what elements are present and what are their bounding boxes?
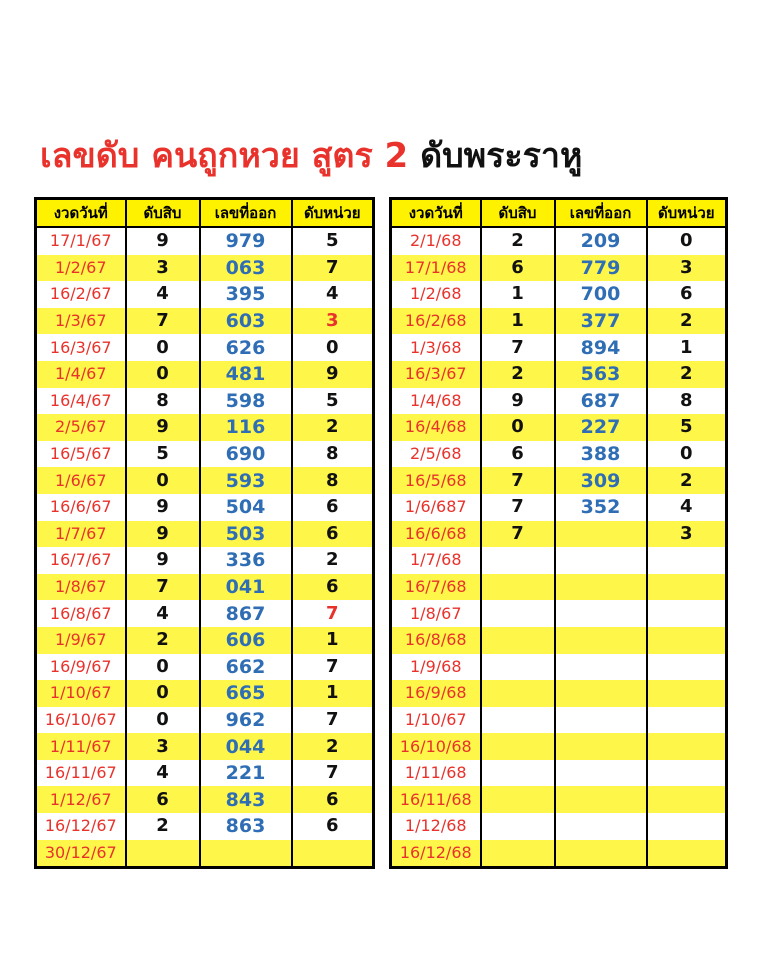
tens-digit-cell — [481, 600, 555, 627]
draw-date-cell: 1/4/67 — [36, 361, 126, 388]
tens-digit-cell: 0 — [126, 361, 200, 388]
tens-digit-cell: 7 — [126, 574, 200, 601]
tens-digit-cell: 9 — [126, 494, 200, 521]
drawn-number-cell: 690 — [200, 441, 292, 468]
units-digit-cell — [647, 654, 727, 681]
tens-digit-cell: 6 — [481, 255, 555, 282]
draw-date-cell: 16/12/68 — [391, 840, 481, 868]
drawn-number-cell: 662 — [200, 654, 292, 681]
table-row — [391, 414, 727, 441]
drawn-number-cell: 063 — [200, 255, 292, 282]
drawn-number-cell — [555, 521, 647, 548]
table-row — [391, 654, 727, 681]
draw-date-cell: 1/6/687 — [391, 494, 481, 521]
tens-digit-cell — [481, 733, 555, 760]
title-main: เลขดับ คนถูกหวย สูตร 2 — [40, 136, 409, 176]
table-row — [36, 361, 374, 388]
drawn-number-cell: 503 — [200, 521, 292, 548]
header-number: เลขที่ออก — [555, 199, 647, 228]
units-digit-cell: 7 — [292, 654, 374, 681]
draw-date-cell: 16/3/67 — [36, 334, 126, 361]
table-row — [36, 574, 374, 601]
tens-digit-cell — [481, 840, 555, 868]
draw-date-cell: 16/12/67 — [36, 813, 126, 840]
header-units: ดับหน่วย — [292, 199, 374, 228]
table-row — [391, 361, 727, 388]
draw-date-cell: 30/12/67 — [36, 840, 126, 868]
drawn-number-cell: 227 — [555, 414, 647, 441]
table-row — [36, 840, 374, 868]
units-digit-cell: 7 — [292, 707, 374, 734]
draw-date-cell: 16/3/67 — [391, 361, 481, 388]
tens-digit-cell: 9 — [126, 227, 200, 255]
header-units: ดับหน่วย — [647, 199, 727, 228]
drawn-number-cell: 863 — [200, 813, 292, 840]
drawn-number-cell: 041 — [200, 574, 292, 601]
table-row — [391, 441, 727, 468]
tens-digit-cell: 2 — [481, 361, 555, 388]
draw-date-cell: 1/4/68 — [391, 388, 481, 415]
tens-digit-cell — [481, 627, 555, 654]
units-digit-cell: 2 — [647, 361, 727, 388]
table-row — [391, 467, 727, 494]
draw-date-cell: 1/9/67 — [36, 627, 126, 654]
units-digit-cell: 8 — [292, 467, 374, 494]
units-digit-cell: 6 — [292, 494, 374, 521]
draw-date-cell: 17/1/68 — [391, 255, 481, 282]
header-tens: ดับสิบ — [126, 199, 200, 228]
units-digit-cell: 0 — [647, 227, 727, 255]
drawn-number-cell — [555, 786, 647, 813]
title-sub: ดับพระราหู — [420, 136, 583, 176]
drawn-number-cell — [555, 813, 647, 840]
units-digit-cell — [647, 600, 727, 627]
tens-digit-cell: 4 — [126, 760, 200, 787]
table-row — [391, 227, 727, 255]
tens-digit-cell — [481, 707, 555, 734]
drawn-number-cell: 377 — [555, 308, 647, 335]
units-digit-cell: 1 — [647, 334, 727, 361]
tens-digit-cell — [481, 760, 555, 787]
table-row — [391, 760, 727, 787]
units-digit-cell — [292, 840, 374, 868]
drawn-number-cell: 221 — [200, 760, 292, 787]
tens-digit-cell: 0 — [126, 334, 200, 361]
table-row — [36, 308, 374, 335]
table-row — [391, 281, 727, 308]
draw-date-cell: 17/1/67 — [36, 227, 126, 255]
table-row — [391, 733, 727, 760]
units-digit-cell — [647, 840, 727, 868]
right-results-table — [389, 197, 728, 869]
draw-date-cell: 16/6/67 — [36, 494, 126, 521]
tens-digit-cell: 1 — [481, 308, 555, 335]
tens-digit-cell — [481, 574, 555, 601]
drawn-number-cell — [555, 547, 647, 574]
table-row — [36, 227, 374, 255]
drawn-number-cell: 779 — [555, 255, 647, 282]
table-row — [391, 813, 727, 840]
units-digit-cell: 1 — [292, 680, 374, 707]
drawn-number-cell: 603 — [200, 308, 292, 335]
table-row — [36, 627, 374, 654]
table-row — [391, 786, 727, 813]
tens-digit-cell: 0 — [126, 654, 200, 681]
tens-digit-cell: 7 — [481, 521, 555, 548]
units-digit-cell: 4 — [647, 494, 727, 521]
units-digit-cell: 4 — [292, 281, 374, 308]
table-row — [391, 600, 727, 627]
drawn-number-cell: 309 — [555, 467, 647, 494]
table-row — [36, 680, 374, 707]
units-digit-cell: 2 — [647, 308, 727, 335]
tens-digit-cell: 7 — [481, 467, 555, 494]
drawn-number-cell — [555, 707, 647, 734]
units-digit-cell: 6 — [292, 521, 374, 548]
header-tens: ดับสิบ — [481, 199, 555, 228]
draw-date-cell: 1/7/68 — [391, 547, 481, 574]
draw-date-cell: 1/2/68 — [391, 281, 481, 308]
drawn-number-cell: 481 — [200, 361, 292, 388]
draw-date-cell: 1/11/68 — [391, 760, 481, 787]
table-header-row — [36, 199, 374, 228]
table-row — [36, 521, 374, 548]
header-date: งวดวันที่ — [36, 199, 126, 228]
draw-date-cell: 1/11/67 — [36, 733, 126, 760]
tens-digit-cell: 0 — [126, 680, 200, 707]
header-number: เลขที่ออก — [200, 199, 292, 228]
draw-date-cell: 16/4/67 — [36, 388, 126, 415]
draw-date-cell: 16/10/67 — [36, 707, 126, 734]
tens-digit-cell — [481, 813, 555, 840]
tens-digit-cell: 7 — [126, 308, 200, 335]
table-header-row — [391, 199, 727, 228]
table-row — [391, 494, 727, 521]
table-row — [391, 388, 727, 415]
drawn-number-cell: 593 — [200, 467, 292, 494]
draw-date-cell: 16/11/67 — [36, 760, 126, 787]
units-digit-cell: 9 — [292, 361, 374, 388]
drawn-number-cell — [200, 840, 292, 868]
table-row — [36, 547, 374, 574]
draw-date-cell: 1/10/67 — [391, 707, 481, 734]
header-date: งวดวันที่ — [391, 199, 481, 228]
drawn-number-cell — [555, 733, 647, 760]
tens-digit-cell: 3 — [126, 255, 200, 282]
table-row — [36, 334, 374, 361]
tens-digit-cell: 6 — [126, 786, 200, 813]
drawn-number-cell: 388 — [555, 441, 647, 468]
units-digit-cell — [647, 547, 727, 574]
draw-date-cell: 16/6/68 — [391, 521, 481, 548]
tens-digit-cell: 6 — [481, 441, 555, 468]
draw-date-cell: 1/9/68 — [391, 654, 481, 681]
drawn-number-cell: 962 — [200, 707, 292, 734]
draw-date-cell: 1/7/67 — [36, 521, 126, 548]
table-row — [391, 521, 727, 548]
draw-date-cell: 1/3/67 — [36, 308, 126, 335]
drawn-number-cell: 504 — [200, 494, 292, 521]
tens-digit-cell: 7 — [481, 334, 555, 361]
table-row — [36, 600, 374, 627]
tens-digit-cell: 2 — [126, 813, 200, 840]
units-digit-cell — [647, 786, 727, 813]
units-digit-cell — [647, 574, 727, 601]
table-row — [36, 813, 374, 840]
table-row — [36, 654, 374, 681]
draw-date-cell: 1/10/67 — [36, 680, 126, 707]
draw-date-cell: 2/5/68 — [391, 441, 481, 468]
units-digit-cell: 2 — [292, 414, 374, 441]
table-row — [391, 627, 727, 654]
units-digit-cell: 7 — [292, 760, 374, 787]
tens-digit-cell: 9 — [126, 521, 200, 548]
drawn-number-cell: 626 — [200, 334, 292, 361]
units-digit-cell — [647, 760, 727, 787]
draw-date-cell: 16/7/68 — [391, 574, 481, 601]
drawn-number-cell — [555, 654, 647, 681]
tens-digit-cell: 3 — [126, 733, 200, 760]
drawn-number-cell: 867 — [200, 600, 292, 627]
tens-digit-cell: 0 — [126, 467, 200, 494]
drawn-number-cell — [555, 680, 647, 707]
table-row — [36, 388, 374, 415]
units-digit-cell — [647, 680, 727, 707]
table-row — [36, 441, 374, 468]
draw-date-cell: 16/10/68 — [391, 733, 481, 760]
drawn-number-cell — [555, 627, 647, 654]
tens-digit-cell: 0 — [126, 707, 200, 734]
tens-digit-cell: 1 — [481, 281, 555, 308]
units-digit-cell: 2 — [647, 467, 727, 494]
drawn-number-cell — [555, 600, 647, 627]
draw-date-cell: 16/8/67 — [36, 600, 126, 627]
table-row — [36, 281, 374, 308]
tens-digit-cell: 2 — [126, 627, 200, 654]
units-digit-cell: 1 — [292, 627, 374, 654]
units-digit-cell: 6 — [647, 281, 727, 308]
tens-digit-cell: 7 — [481, 494, 555, 521]
drawn-number-cell: 352 — [555, 494, 647, 521]
tens-digit-cell: 8 — [126, 388, 200, 415]
units-digit-cell: 2 — [292, 733, 374, 760]
units-digit-cell: 3 — [647, 521, 727, 548]
draw-date-cell: 1/2/67 — [36, 255, 126, 282]
table-row — [36, 494, 374, 521]
units-digit-cell: 6 — [292, 813, 374, 840]
draw-date-cell: 16/7/67 — [36, 547, 126, 574]
drawn-number-cell: 894 — [555, 334, 647, 361]
units-digit-cell: 0 — [292, 334, 374, 361]
tens-digit-cell: 0 — [481, 414, 555, 441]
units-digit-cell — [647, 733, 727, 760]
drawn-number-cell: 700 — [555, 281, 647, 308]
drawn-number-cell — [555, 760, 647, 787]
draw-date-cell: 1/6/67 — [36, 467, 126, 494]
tens-digit-cell: 2 — [481, 227, 555, 255]
units-digit-cell — [647, 707, 727, 734]
units-digit-cell: 7 — [292, 255, 374, 282]
table-row — [391, 547, 727, 574]
table-row — [391, 840, 727, 868]
draw-date-cell: 16/2/68 — [391, 308, 481, 335]
draw-date-cell: 16/4/68 — [391, 414, 481, 441]
drawn-number-cell — [555, 840, 647, 868]
table-row — [391, 680, 727, 707]
units-digit-cell: 2 — [292, 547, 374, 574]
units-digit-cell: 5 — [292, 388, 374, 415]
drawn-number-cell: 044 — [200, 733, 292, 760]
tens-digit-cell — [126, 840, 200, 868]
units-digit-cell: 3 — [292, 308, 374, 335]
drawn-number-cell: 116 — [200, 414, 292, 441]
table-row — [36, 255, 374, 282]
drawn-number-cell: 979 — [200, 227, 292, 255]
units-digit-cell: 6 — [292, 786, 374, 813]
table-row — [36, 707, 374, 734]
draw-date-cell: 16/2/67 — [36, 281, 126, 308]
drawn-number-cell: 598 — [200, 388, 292, 415]
draw-date-cell: 1/8/67 — [391, 600, 481, 627]
draw-date-cell: 2/5/67 — [36, 414, 126, 441]
units-digit-cell: 5 — [292, 227, 374, 255]
units-digit-cell: 0 — [647, 441, 727, 468]
table-row — [391, 308, 727, 335]
table-row — [36, 786, 374, 813]
draw-date-cell: 1/12/68 — [391, 813, 481, 840]
table-row — [391, 574, 727, 601]
drawn-number-cell: 665 — [200, 680, 292, 707]
tens-digit-cell: 9 — [481, 388, 555, 415]
table-row — [36, 733, 374, 760]
draw-date-cell: 16/11/68 — [391, 786, 481, 813]
draw-date-cell: 1/3/68 — [391, 334, 481, 361]
drawn-number-cell — [555, 574, 647, 601]
units-digit-cell: 6 — [292, 574, 374, 601]
units-digit-cell: 7 — [292, 600, 374, 627]
draw-date-cell: 16/5/67 — [36, 441, 126, 468]
draw-date-cell: 16/8/68 — [391, 627, 481, 654]
drawn-number-cell: 606 — [200, 627, 292, 654]
table-row — [391, 334, 727, 361]
tens-digit-cell — [481, 547, 555, 574]
table-row — [36, 760, 374, 787]
units-digit-cell: 8 — [292, 441, 374, 468]
drawn-number-cell: 336 — [200, 547, 292, 574]
table-row — [391, 255, 727, 282]
tens-digit-cell: 4 — [126, 600, 200, 627]
table-row — [391, 707, 727, 734]
units-digit-cell — [647, 627, 727, 654]
page-title — [40, 126, 582, 186]
draw-date-cell: 1/12/67 — [36, 786, 126, 813]
left-results-table — [34, 197, 375, 869]
draw-date-cell: 1/8/67 — [36, 574, 126, 601]
drawn-number-cell: 209 — [555, 227, 647, 255]
tens-digit-cell: 4 — [126, 281, 200, 308]
tens-digit-cell — [481, 654, 555, 681]
table-row — [36, 414, 374, 441]
drawn-number-cell: 843 — [200, 786, 292, 813]
tens-digit-cell: 9 — [126, 414, 200, 441]
units-digit-cell — [647, 813, 727, 840]
drawn-number-cell: 395 — [200, 281, 292, 308]
table-row — [36, 467, 374, 494]
tens-digit-cell: 5 — [126, 441, 200, 468]
tens-digit-cell — [481, 680, 555, 707]
draw-date-cell: 2/1/68 — [391, 227, 481, 255]
drawn-number-cell: 687 — [555, 388, 647, 415]
tens-digit-cell — [481, 786, 555, 813]
tens-digit-cell: 9 — [126, 547, 200, 574]
units-digit-cell: 8 — [647, 388, 727, 415]
drawn-number-cell: 563 — [555, 361, 647, 388]
draw-date-cell: 16/9/68 — [391, 680, 481, 707]
units-digit-cell: 5 — [647, 414, 727, 441]
draw-date-cell: 16/9/67 — [36, 654, 126, 681]
draw-date-cell: 16/5/68 — [391, 467, 481, 494]
units-digit-cell: 3 — [647, 255, 727, 282]
